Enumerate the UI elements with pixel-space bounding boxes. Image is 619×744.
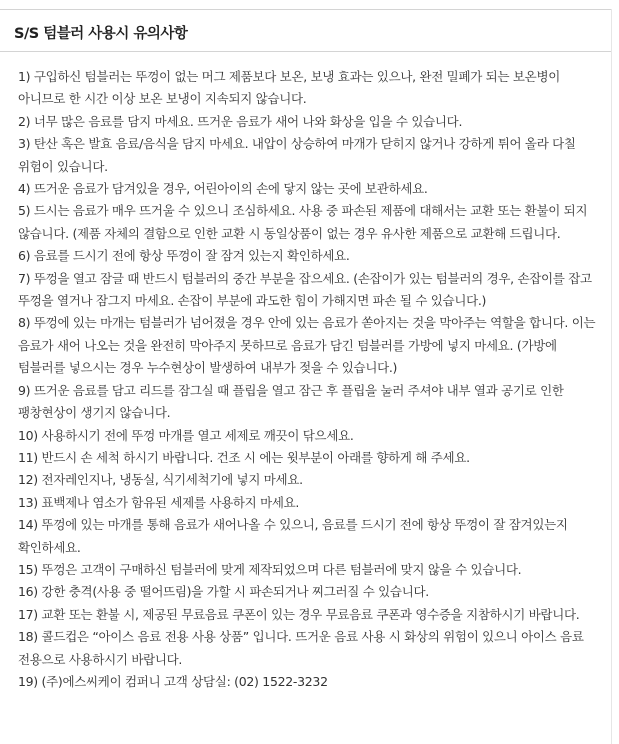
precaution-item: 10) 사용하시기 전에 뚜껑 마개를 열고 세제로 깨끗이 닦으세요. — [18, 427, 354, 443]
precaution-item: 7) 뚜껑을 열고 잠글 때 반드시 텀블러의 중간 부분을 잡으세요. (손잡이가 있는 텀블러의 경우, 손잡이를 잡고 뚜껑을 열거나 잠그지 마세요. 손잡이 부분에 과도한 힘이 가해지면 파손 될 수 있습니다.) — [18, 270, 592, 309]
right-border — [611, 9, 612, 744]
precaution-item: 17) 교환 또는 환불 시, 제공된 무료음료 쿠폰이 있는 경우 무료음료 쿠폰과 영수증을 지참하시기 바랍니다. — [18, 606, 580, 622]
precaution-item: 4) 뜨거운 음료가 담겨있을 경우, 어린아이의 손에 닿지 않는 곳에 보관하세요. — [18, 181, 428, 197]
section-title: S/S 텀블러 사용시 유의사항 — [14, 26, 188, 42]
precautions-list — [18, 66, 596, 693]
precaution-item: 9) 뜨거운 음료를 담고 리드를 잠그실 때 플립을 열고 잠근 후 플립을 눌러 주셔야 내부 열과 공기로 인한 팽창현상이 생기지 않습니다. — [18, 382, 564, 421]
precaution-item: 12) 전자레인지나, 냉동실, 식기세척기에 넣지 마세요. — [18, 472, 303, 488]
precaution-item: 6) 음료를 드시기 전에 항상 뚜껑이 잘 잠겨 있는지 확인하세요. — [18, 248, 350, 264]
precaution-item: 8) 뚜껑에 있는 마개는 텀블러가 넘어졌을 경우 안에 있는 음료가 쏟아지는 것을 막아주는 역할을 합니다. 이는 음료가 새어 나오는 것을 완전히 막아주지 못하므로 음료가 담긴 텀블러를 가방에 넣지 마세요. (가방에 텀블러를 넣으시는 경우 누수현상이 발생하여 내부가 젖을 수 있습니다.) — [18, 315, 596, 376]
precaution-item: 5) 드시는 음료가 매우 뜨거울 수 있으니 조심하세요. 사용 중 파손된 제품에 대해서는 교환 또는 환불이 되지 않습니다. (제품 자체의 결함으로 인한 교환 시 동일상품이 없는 경우 유사한 제품으로 교환해 드립니다. — [18, 203, 588, 241]
precaution-item: 3) 탄산 혹은 발효 음료/음식을 담지 마세요. 내압이 상승하여 마개가 닫히지 않거나 강하게 튀어 올라 다칠 위험이 있습니다. — [18, 136, 576, 174]
precaution-item: 14) 뚜껑에 있는 마개를 통해 음료가 새어나올 수 있으니, 음료를 드시기 전에 항상 뚜껑이 잘 잠겨있는지 확인하세요. — [18, 517, 568, 555]
precaution-item: 13) 표백제나 염소가 함유된 세제를 사용하지 마세요. — [18, 494, 300, 510]
precaution-item: 16) 강한 충격(사용 중 떨어뜨림)을 가할 시 파손되거나 찌그러질 수 있습니다. — [18, 584, 429, 600]
precaution-item: 2) 너무 많은 음료를 담지 마세요. 뜨거운 음료가 새어 나와 화상을 입을 수 있습니다. — [18, 113, 463, 129]
precaution-item: 15) 뚜껑은 고객이 구매하신 텀블러에 맞게 제작되었으며 다른 텀블러에 맞지 않을 수 있습니다. — [18, 561, 522, 577]
precaution-item: 19) (주)에스씨케이 컴퍼니 고객 상담실: (02) 1522-3232 — [18, 673, 328, 689]
precaution-item: 11) 반드시 손 세척 하시기 바랍니다. 건조 시 에는 윗부분이 아래를 향하게 해 주세요. — [18, 449, 470, 465]
title-divider — [0, 51, 611, 52]
precaution-item: 18) 콜드컵은 “아이스 음료 전용 사용 상품” 입니다. 뜨거운 음료 사용 시 화상의 위험이 있으니 아이스 음료 전용으로 사용하시기 바랍니다. — [18, 629, 584, 667]
precaution-item: 1) 구입하신 텀블러는 뚜껑이 없는 머그 제품보다 보온, 보냉 효과는 있으나, 완전 밀폐가 되는 보온병이 아니므로 한 시간 이상 보온 보냉이 지속되지 않습니다. — [18, 69, 561, 107]
top-divider — [0, 9, 611, 10]
